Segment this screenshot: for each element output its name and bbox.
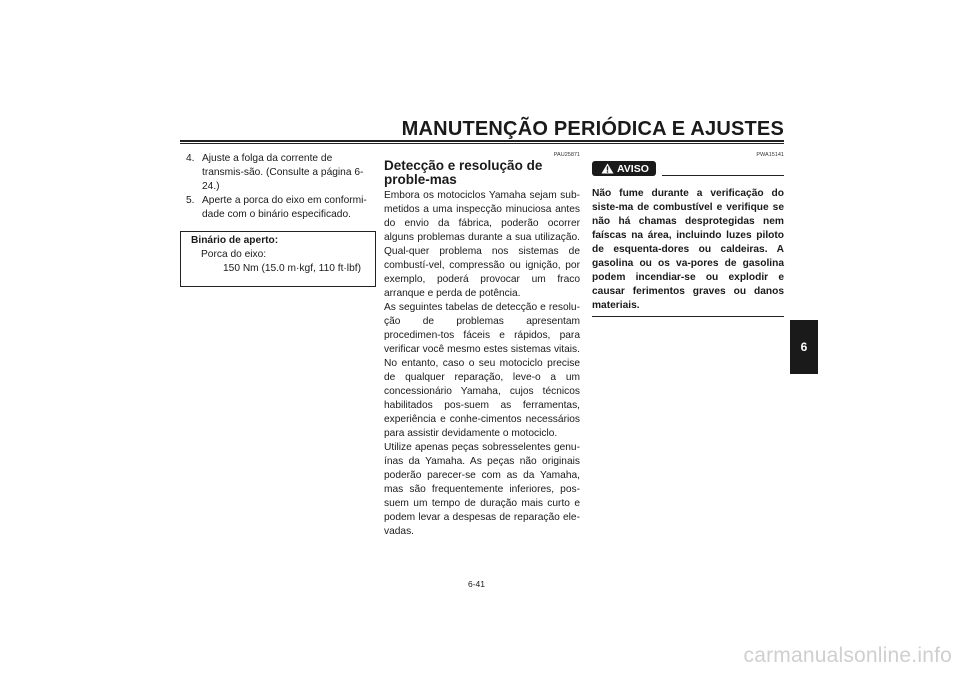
step-number: 4. [186,153,195,164]
section-code: PAU25871 [553,152,580,158]
step-number: 5. [186,195,195,206]
watermark: carmanualsonline.info [743,644,952,667]
torque-label: Binário de aperto: [191,235,279,246]
middle-column [384,152,580,539]
page-number: 6-41 [468,579,486,589]
warning-rule [662,175,784,176]
step-item [180,152,376,194]
section-heading: Detecção e resolução de proble-mas [384,158,543,187]
body-paragraph: Embora os motociclos Yamaha sejam sub-metidos a uma inspecção minuciosa antes do envio da fábrica, poderão ocorrer alguns problemas durante a sua utilização. Qual-quer problema nos sistemas de combustí-vel, compressão ou ignição, por exemplo, poderá provocar um fraco arranque e perda de potência. [384,190,580,299]
title-rule [180,140,784,142]
step-item [180,194,376,222]
step-text: Aperte a porca do eixo em conformi-dade com o binário especificado. [202,195,367,220]
torque-value: 150 Nm (15.0 m·kgf, 110 ft·lbf) [223,263,361,274]
right-column [592,152,784,317]
body-paragraph: Utilize apenas peças sobresselentes genu-ínas da Yamaha. As peças não originais poderão parecer-se com as da Yamaha, mas são frequentemente inferiores, pos-suem um tempo de duração mais curto e podem levar a despesas de reparação ele-vadas. [384,442,580,537]
warning-badge [592,161,656,176]
warning-badge-label: AVISO [617,162,649,175]
warning-bottom-rule [592,316,784,317]
warning-header [592,161,784,181]
torque-box [180,231,376,287]
left-column [180,152,376,287]
warning-text: Não fume durante a verificação do siste-ma de combustível e verifique se não há chamas desprotegidas nem faíscas na área, incluindo luzes piloto de esquenta-dores ou caldeiras. A gasolina ou os va-pores de gasolina podem incendiar-se ou explodir e causar ferimentos graves ou danos materiais. [592,188,784,311]
chapter-tab: 6 [790,320,818,374]
title-rule-thin [180,143,784,144]
body-paragraph: As seguintes tabelas de detecção e resolu-ção de problemas apresentam procedimen-tos fáceis e rápidos, para verificar você mesmo estes sistemas vitais. No entanto, caso o seu motociclo precise de qualquer reparação, leve-o a um concessionário Yamaha, cujos técnicos habilitados pos-suem as ferramentas, experiência e conhe-cimentos necessários para assistir devidamente o motociclo. [384,302,580,439]
warning-triangle-icon [601,163,614,174]
torque-item: Porca do eixo: [201,249,267,260]
step-text: Ajuste a folga da corrente de transmis-são. (Consulte a página 6-24.) [202,153,364,192]
warning-code: PWA15141 [756,152,784,158]
page-title: MANUTENÇÃO PERIÓDICA E AJUSTES [401,118,784,140]
